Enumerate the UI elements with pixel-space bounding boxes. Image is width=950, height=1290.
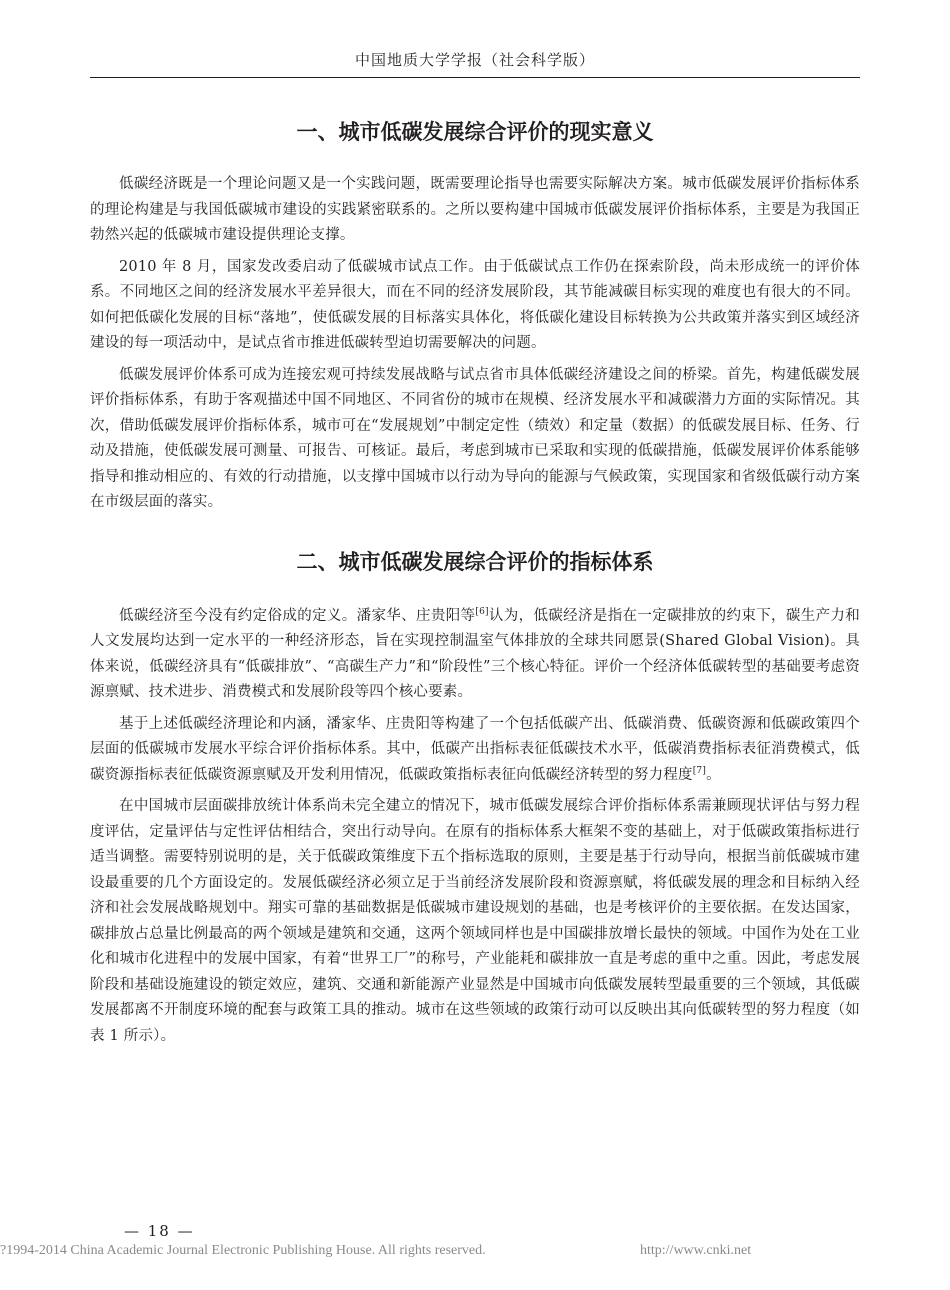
section-1-title: 一、城市低碳发展综合评价的现实意义: [296, 119, 654, 144]
section-1-paragraph-1: 低碳经济既是一个理论问题又是一个实践问题，既需要理论指导也需要实际解决方案。城市低碳发展评价指标体系的理论构建是与我国低碳城市建设的实践紧密联系的。之所以要构建中国城市低碳发展评价指标体系，主要是为我国正勃然兴起的低碳城市建设提供理论支撑。: [90, 176, 860, 243]
section-2-paragraph-1: [90, 604, 860, 706]
paragraph-text: 基于上述低碳经济理论和内涵，潘家华、庄贵阳等构建了一个包括低碳产出、低碳消费、低碳资源和低碳政策四个层面的低碳城市发展水平综合评价指标体系。其中，低碳产出指标表征低碳技术水平，低碳消费指标表征消费模式，低碳资源指标表征低碳资源禀赋及开发利用情况，低碳政策指标表征向低碳经济转型的努力程度: [90, 715, 860, 783]
paragraph-text: 。: [706, 766, 721, 783]
paragraph-text: 低碳经济至今没有约定俗成的定义。潘家华、庄贵阳等: [119, 607, 476, 624]
section-1-paragraph-3: 低碳发展评价体系可成为连接宏观可持续发展战略与试点省市具体低碳经济建设之间的桥梁。首先，构建低碳发展评价指标体系，有助于客观描述中国不同地区、不同省份的城市在规模、经济发展水平和减碳潜力方面的实际情况。其次，借助低碳发展评价指标体系，城市可在“发展规划”中制定定性（绩效）和定量（数据）的低碳发展目标、任务、行动及措施，使低碳发展可测量、可报告、可核证。最后，考虑到城市已采取和实现的低碳措施，低碳发展评价体系能够指导和推动相应的、有效的行动措施，以支撑中国城市以行动为导向的能源与气候政策，实现国家和省级低碳行动方案在市级层面的落实。: [90, 366, 860, 510]
copyright-notice: ?1994-2014 China Academic Journal Electronic Publishing House. All rights reserved.: [0, 1243, 486, 1258]
paragraph-text: 认为，低碳经济是指在一定碳排放的约束下，碳生产力和人文发展均达到一定水平的一种经济形态，旨在实现控制温室气体排放的全球共同愿景(Shared Global Vision)。具体来说，低碳经济具有“低碳排放”、“高碳生产力”和“阶段性”三个核心特征。评价一个经济体低碳转型的基础要考虑资源禀赋、技术进步、消费模式和发展阶段等四个核心要素。: [90, 607, 860, 700]
section-2-title: 二、城市低碳发展综合评价的指标体系: [296, 548, 654, 574]
citation-6[interactable]: [6]: [475, 606, 489, 617]
paragraph-text: 在中国城市层面碳排放统计体系尚未完全建立的情况下，城市低碳发展综合评价指标体系需兼顾现状评估与努力程度评估，定量评估与定性评估相结合，突出行动导向。在原有的指标体系大框架不变的基础上，对于低碳政策指标进行适当调整。需要特别说明的是，关于低碳政策维度下五个指标选取的原则，主要是基于行动导向，根据当前低碳城市建设最重要的几个方面设定的。发展低碳经济必须立足于当前经济发展阶段和资源禀赋，将低碳发展的理念和目标纳入经济和社会发展战略规划中。翔实可靠的基础数据是低碳城市建设规划的基础，也是考核评价的主要依据。在发达国家，碳排放占总量比例最高的两个领域是建筑和交通，这两个领域同样也是中国碳排放增长最快的领域。中国作为处在工业化和城市化进程中的发展中国家，有着“世界工厂”的称号，产业能耗和碳排放一直是考虑的重中之重。因此，考虑发展阶段和基础设施建设的锁定效应，建筑、交通和新能源产业显然是中国城市向低碳发展转型最重要的三个领域，其低碳发展都离不开制度环境的配套与政策工具的推动。城市在这些领域的政策行动可以反映出其向低碳转型的努力程度（如表 1 所示）。: [90, 798, 860, 1044]
section-2-paragraph-2: [90, 712, 860, 789]
section-2-paragraph-3: [90, 794, 860, 1049]
section-1-paragraph-2: 2010 年 8 月，国家发改委启动了低碳城市试点工作。由于低碳试点工作仍在探索阶段，尚未形成统一的评价体系。不同地区之间的经济发展水平差异很大，而在不同的经济发展阶段，其节能减碳目标实现的难度也有很大的不同。如何把低碳化发展的目标“落地”，使低碳发展的目标落实具体化，将低碳化建设目标转换为公共政策并落实到区域经济建设的每一项活动中，是试点省市推进低碳转型迫切需要解决的问题。: [90, 258, 860, 351]
header-rule: [90, 77, 860, 78]
page-number: — 18 —: [124, 1222, 195, 1240]
journal-header: 中国地质大学学报（社会科学版）: [354, 51, 595, 69]
footer-url-link[interactable]: http://www.cnki.net: [640, 1243, 752, 1258]
article-body: [90, 100, 860, 1055]
citation-7[interactable]: [7]: [692, 765, 707, 776]
